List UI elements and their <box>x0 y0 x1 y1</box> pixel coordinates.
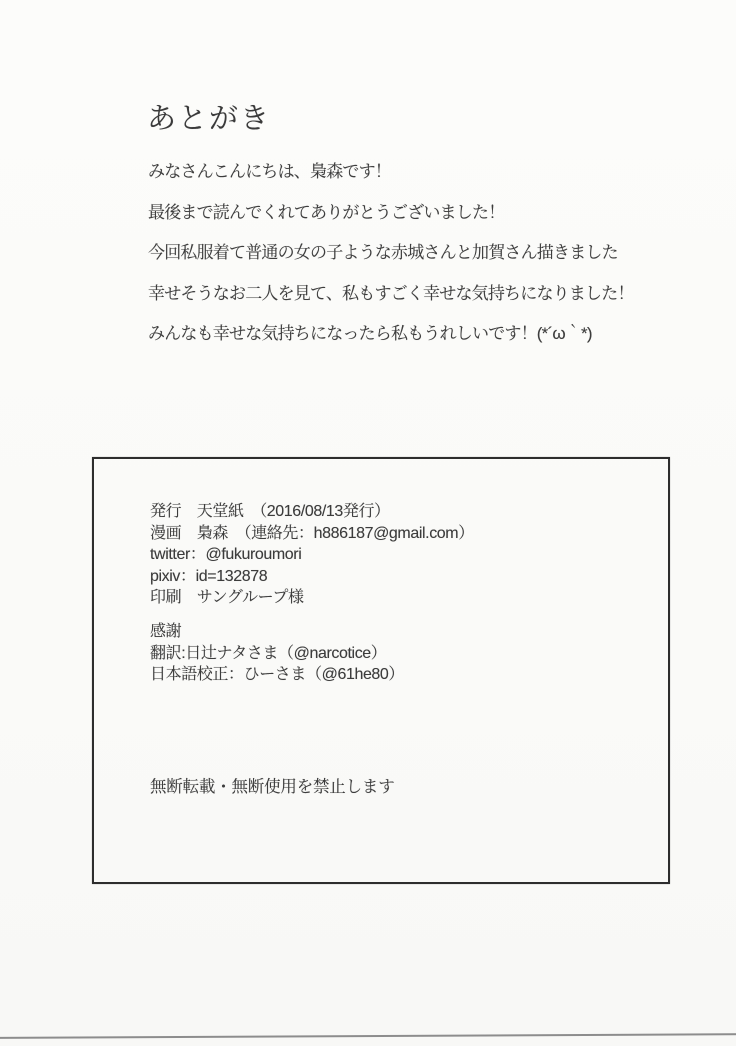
publication-line: twitter：@fukuroumori <box>150 546 302 563</box>
scan-edge-line <box>0 1033 736 1039</box>
afterword-line: みなさんこんにちは、梟森です！ <box>148 162 391 181</box>
afterword-line: 幸せそうなお二人を見て、私もすごく幸せな気持ちになりました！ <box>148 283 634 303</box>
publication-line: pixiv：id=132878 <box>150 567 268 585</box>
publication-info <box>150 501 474 609</box>
thanks-line: 感謝 <box>150 623 182 640</box>
thanks-line: 翻訳:日辻ナタさま（@narcotice） <box>150 644 387 662</box>
afterword-paragraph <box>148 152 708 355</box>
publication-line: 印刷 サングループ様 <box>150 589 304 606</box>
page-title: あとがき <box>147 103 272 135</box>
afterword-line: 今回私服着て普通の女の子ような赤城さんと加賀さん描きました <box>148 243 618 262</box>
thanks-credits <box>150 621 404 686</box>
thanks-line: 日本語校正：ひーさま（@61he80） <box>150 666 405 683</box>
afterword-line: みんなも幸せな気持ちになったら私もうれしいです！(*´ω｀*) <box>148 324 592 343</box>
usage-notice: 無断転載・無断使用を禁止します <box>150 778 395 796</box>
publication-line: 漫画 梟森 （連絡先：h886187@gmail.com） <box>150 524 474 542</box>
publication-line: 発行 天堂紙 （2016/08/13発行） <box>150 503 390 520</box>
afterword-line: 最後まで読んでくれてありがとうございました！ <box>148 202 505 222</box>
